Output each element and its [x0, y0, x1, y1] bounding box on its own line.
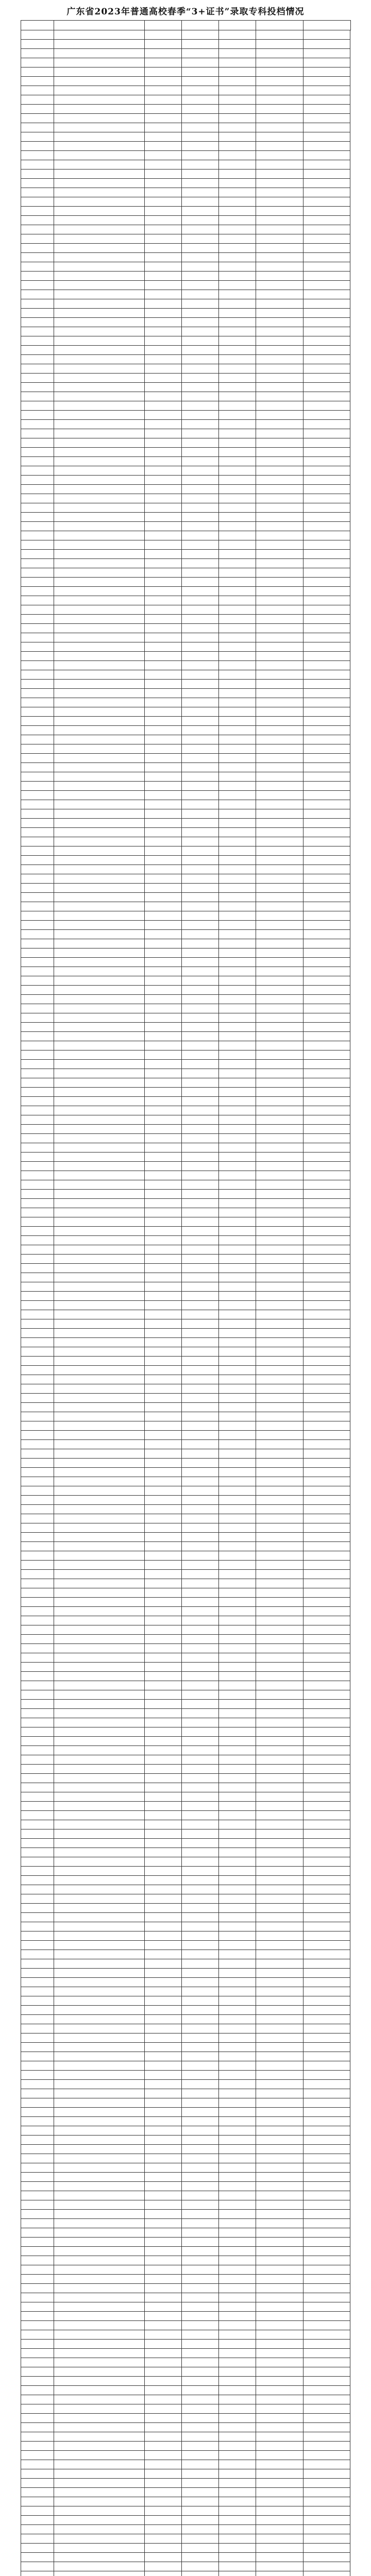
header-cell [21, 21, 54, 30]
header-cell [145, 21, 182, 30]
table-body-placeholder [21, 30, 350, 2576]
header-cell [303, 21, 351, 30]
table-header-row [21, 21, 351, 30]
header-cell [256, 21, 303, 30]
header-cell [54, 21, 145, 30]
header-cell [182, 21, 219, 30]
header-cell [219, 21, 256, 30]
document-title: 广东省2023年普通高校春季“3+证书”录取专科投档情况 [66, 7, 305, 17]
admission-table [21, 20, 351, 30]
